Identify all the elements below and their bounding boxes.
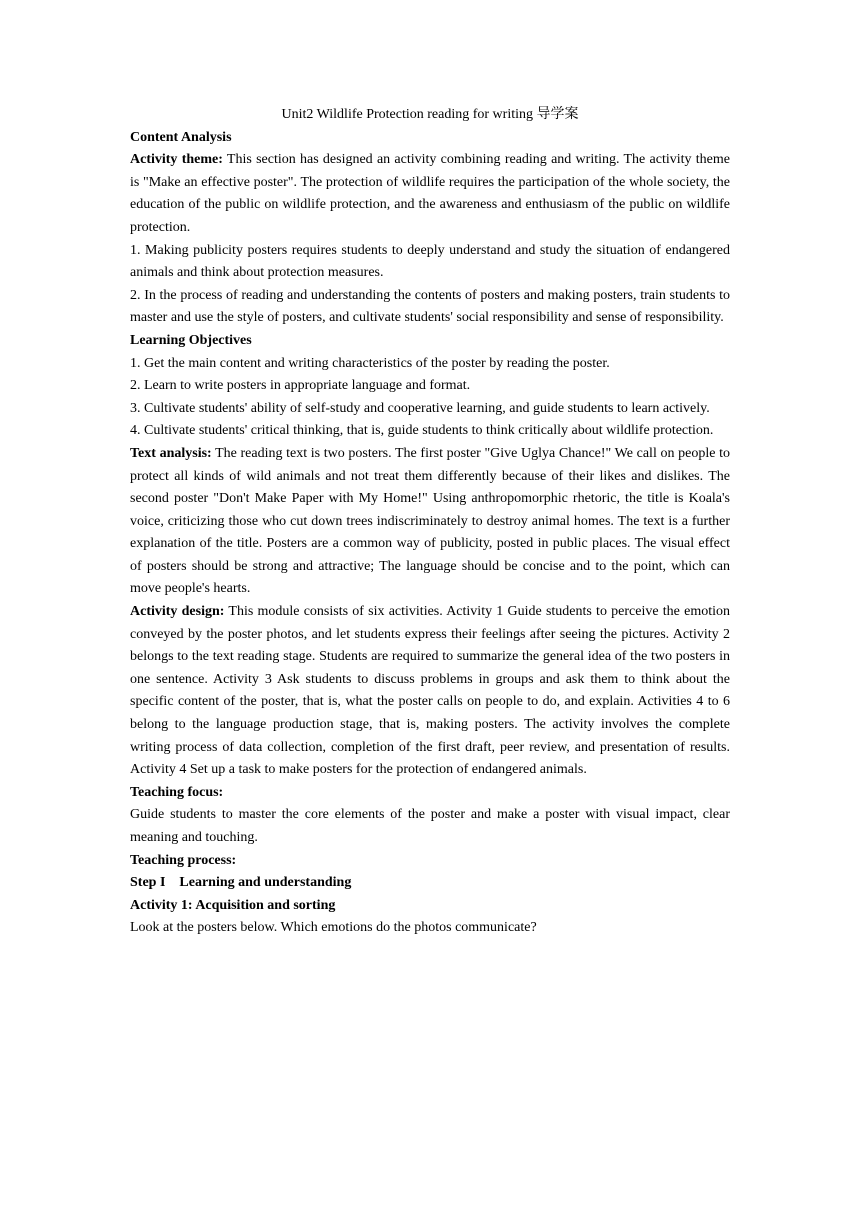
teaching-focus-text: Guide students to master the core elements of the poster and make a poster with visual impact, clear meaning and touching. (130, 807, 730, 845)
content-point-2: 2. In the process of reading and understanding the contents of posters and making posters, train students to master and use the style of posters, and cultivate students' social responsibility and sense of responsibility. (130, 287, 730, 326)
text-analysis-paragraph (130, 443, 730, 601)
activity-design-text: This module consists of six activities. Activity 1 Guide students to perceive the emotion conveyed by the poster photos, and let students express their feelings after seeing the pictures. Activity 2 belongs to the text reading stage. Students are required to summarize the general idea of the two posters in one sentence. Activity 3 Ask students to discuss problems in groups and ask them to think about the specific content of the poster, that is, what the poster calls on people to do, and explain. Activities 4 to 6 belong to the language production stage, that is, making posters. The activity involves the complete writing process of data collection, completion of the first draft, peer review, and presentation of results. Activity 4 Set up a task to make posters for the protection of endangered animals. (130, 604, 730, 778)
step-heading: Step I Learning and understanding (130, 875, 352, 891)
teaching-focus-heading: Teaching focus: (130, 784, 224, 800)
objective-item: 4. Cultivate students' critical thinking, that is, guide students to think critically about wildlife protection. (130, 423, 714, 439)
text-analysis-text: The reading text is two posters. The first poster "Give Uglya Chance!" We call on people to protect all kinds of wild animals and not treat them differently because of their likes and dislikes. The second poster "Don't Make Paper with My Home!" Using anthropomorphic rhetoric, the title is Koala's voice, criticizing those who cut down trees indiscriminately to destroy animal homes. The text is a further explanation of the title. Posters are a common way of publicity, posted in public places. The visual effect of posters should be strong and attractive; The language should be concise and to the point, which can move people's hearts. (130, 445, 730, 597)
activity-design-paragraph (130, 601, 730, 782)
activity-theme-label: Activity theme: (130, 152, 223, 168)
text-analysis-label: Text analysis: (130, 445, 212, 461)
learning-objectives-heading: Learning Objectives (130, 332, 252, 348)
teaching-process-heading: Teaching process: (130, 852, 237, 868)
activity-instruction: Look at the posters below. Which emotions do the photos communicate? (130, 920, 537, 936)
activity-heading: Activity 1: Acquisition and sorting (130, 897, 336, 913)
objective-item: 3. Cultivate students' ability of self-study and cooperative learning, and guide students to learn actively. (130, 400, 710, 416)
document-title: Unit2 Wildlife Protection reading for writing 导学案 (281, 107, 579, 122)
document-page (130, 104, 730, 940)
content-point-1: 1. Making publicity posters requires students to deeply understand and study the situation of endangered animals and think about protection measures. (130, 242, 730, 281)
objective-item: 2. Learn to write posters in appropriate language and format. (130, 378, 471, 394)
objective-item: 1. Get the main content and writing characteristics of the poster by reading the poster. (130, 355, 610, 371)
activity-design-label: Activity design: (130, 604, 225, 620)
activity-theme-text: This section has designed an activity combining reading and writing. The activity theme is "Make an effective poster". The protection of wildlife requires the participation of the whole society, the education of the public on wildlife protection, and the awareness and enthusiasm of the public on wildlife protection. (130, 152, 730, 235)
activity-theme-paragraph (130, 149, 730, 239)
content-analysis-heading: Content Analysis (130, 129, 232, 145)
